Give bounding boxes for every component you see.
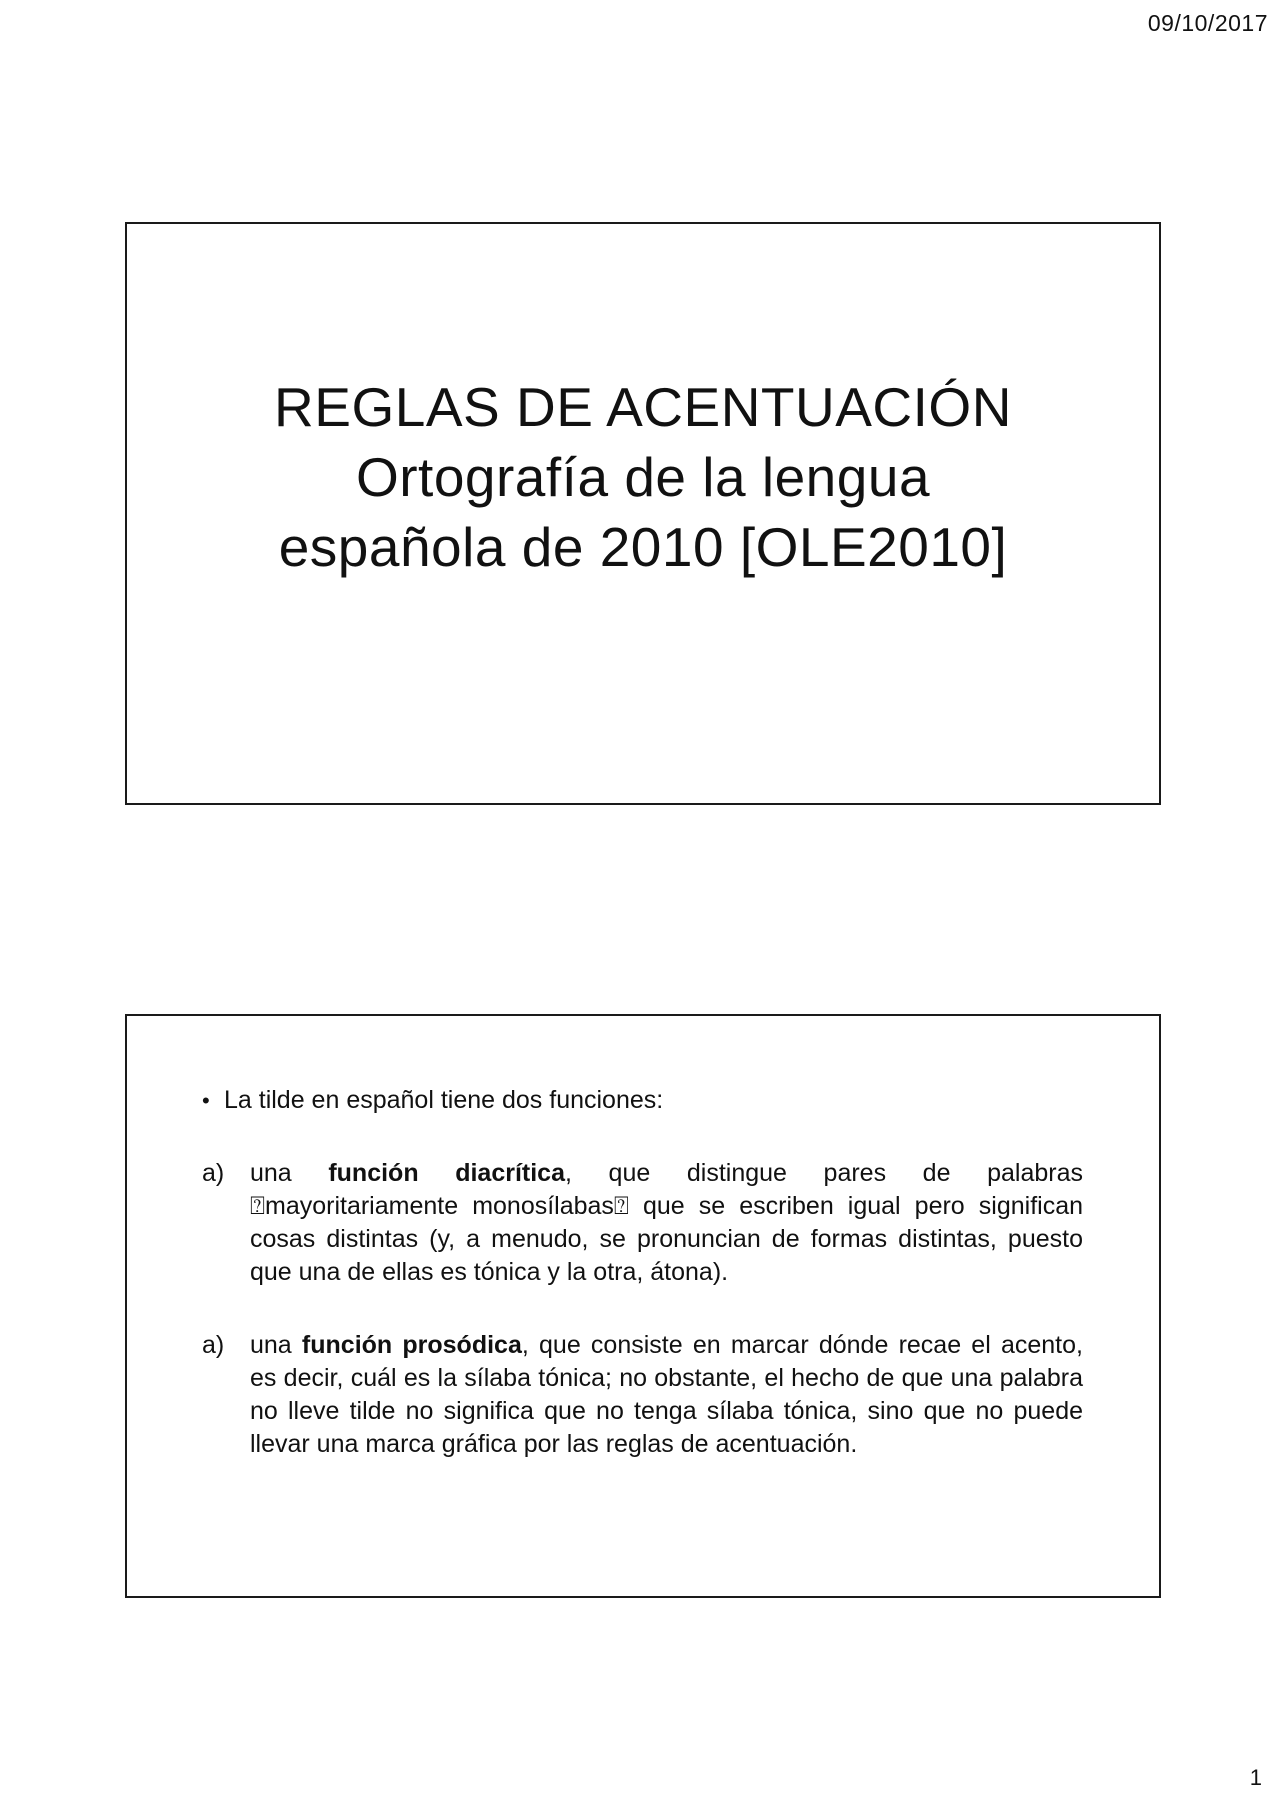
slide-title	[127, 372, 1159, 582]
header-date: 09/10/2017	[1147, 10, 1268, 36]
title-line-1: REGLAS DE ACENTUACIÓN	[274, 376, 1012, 438]
bullet-item	[202, 1084, 1083, 1117]
list-item-text	[250, 1329, 1083, 1461]
list-marker: a)	[202, 1331, 225, 1359]
bullet-dot-icon: •	[202, 1088, 210, 1113]
list-item-rest: , que consiste en marcar dónde recae el acento, es decir, cuál es la sílaba tónica; no obstante, el hecho de que una palabra no lleve tilde no significa que no tenga sílaba tónica, sino que no puede llevar una marca gráfica por las reglas de acentuación.	[250, 1331, 1083, 1458]
title-line-3: española de 2010 [OLE2010]	[278, 516, 1008, 578]
list-item-prosodica	[202, 1329, 1083, 1461]
list-item-rest: , que distingue pares de palabras ⍰mayoritariamente monosílabas⍰ que se escriben igual pero significan cosas distintas (y, a menudo, se pronuncian de formas distintas, puesto que una de ellas es tónica y la otra, átona).	[250, 1159, 1084, 1286]
page-number: 1	[1249, 1765, 1262, 1790]
content-slide	[125, 1014, 1161, 1598]
bullet-text: La tilde en español tiene dos funciones:	[224, 1086, 664, 1114]
title-slide	[125, 222, 1161, 805]
list-item-bold-term: función prosódica	[301, 1331, 522, 1359]
list-item-bold-term: función diacrítica	[328, 1159, 565, 1187]
list-item-lead: una	[250, 1331, 302, 1359]
title-line-2: Ortografía de la lengua	[355, 446, 931, 508]
slide-content	[202, 1084, 1083, 1501]
list-item-lead: una	[250, 1159, 329, 1187]
list-item-diacritica	[202, 1157, 1083, 1289]
list-marker: a)	[202, 1159, 225, 1187]
list-item-text	[250, 1157, 1083, 1289]
